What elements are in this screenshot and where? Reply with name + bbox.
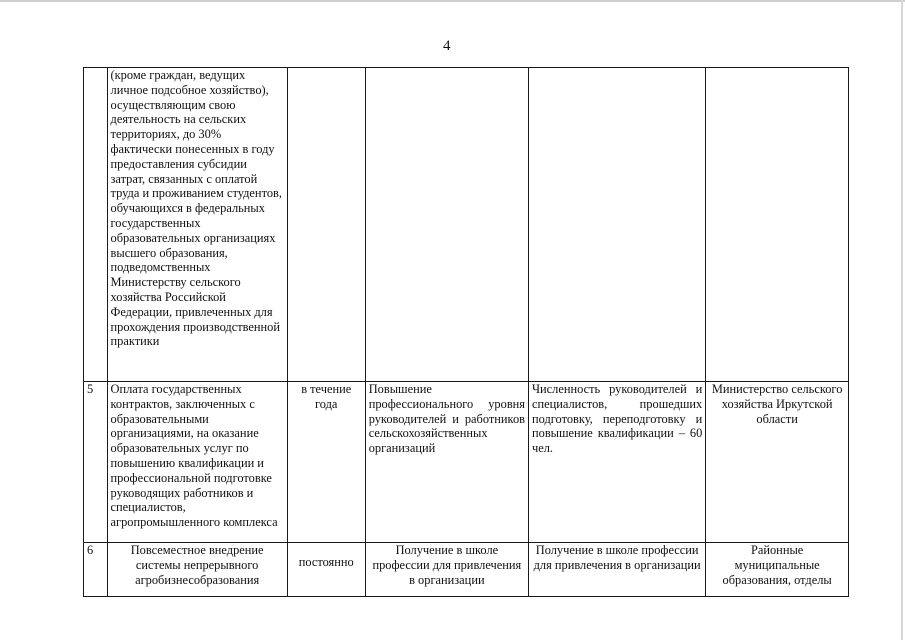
cell-term: постоянно [287,543,365,597]
cell-indicator [529,68,706,382]
cell-responsible [706,68,849,382]
cell-term [287,68,365,382]
cell-indicator: Получение в школе профессии для привлечения в организации [529,543,706,597]
table-row [84,543,849,597]
cell-measure: (кроме граждан, ведущих личное подсобное хозяйство), осуществляющим свою деятельность на сельских территориях, до 30% фактически понесенных в году предоставления субсидии затрат, связанных с оплатой труда и проживанием студентов, обучающихся в федеральных государственных образовательных организациях высшего образования, подведомственных Министерству сельского хозяйства Российской Федерации, привлеченных для прохождения производственной практики [107,68,287,382]
scan-edge-right [901,0,903,640]
cell-result: Повышение профессионального уровня руководителей и работников сельскохозяйственных организаций [365,382,528,543]
page-number: 4 [443,38,451,54]
cell-responsible: Районные муниципальные образования, отделы [706,543,849,597]
measures-table [83,67,849,597]
cell-responsible: Министерство сельского хозяйства Иркутской области [706,382,849,543]
cell-number [84,68,108,382]
cell-number: 6 [84,543,108,597]
table-row [84,68,849,382]
cell-term: в течение года [287,382,365,543]
cell-measure: Повсеместное внедрение системы непрерывного агробизнесобразования [107,543,287,597]
cell-measure: Оплата государственных контрактов, заключенных с образовательными организациями, на оказание образовательных услуг по повышению квалификации и профессиональной подготовке руководящих работников и специалистов, агропромышленного комплекса [107,382,287,543]
cell-result: Получение в школе профессии для привлечения в организации [365,543,528,597]
scan-edge-top [0,0,905,2]
cell-number: 5 [84,382,108,543]
cell-indicator: Численность руководителей и специалистов, прошедших подготовку, переподготовку и повышение квалификации – 60 чел. [529,382,706,543]
cell-result [365,68,528,382]
table-row [84,382,849,543]
